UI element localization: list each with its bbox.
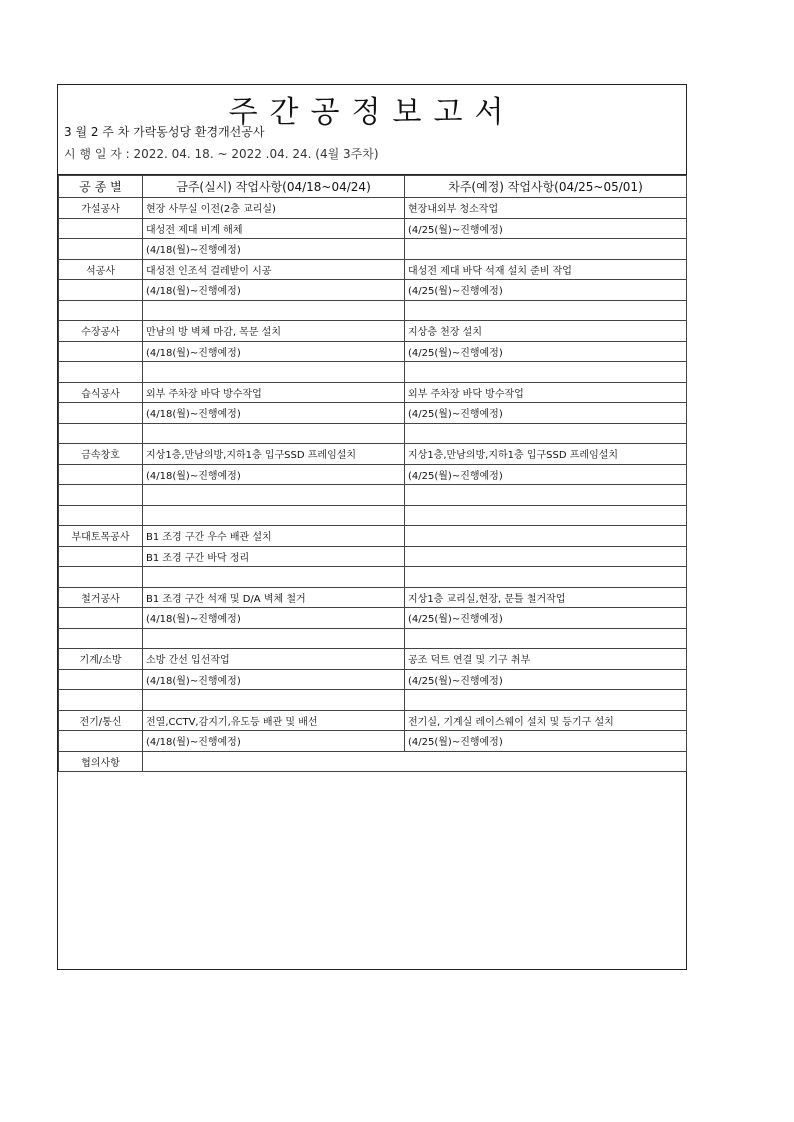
row-this-week: B1 조경 구간 우수 배관 설치 [143, 526, 405, 547]
row-category [59, 300, 143, 321]
table-row [59, 526, 687, 547]
table-row [59, 464, 687, 485]
row-this-week: (4/18(월)~진행예정) [143, 341, 405, 362]
row-this-week [143, 505, 405, 526]
row-next-week [405, 690, 687, 711]
row-this-week [143, 300, 405, 321]
table-row [59, 710, 687, 731]
table-row [59, 546, 687, 567]
row-next-week: (4/25(월)~진행예정) [405, 464, 687, 485]
table-header-row [59, 176, 687, 198]
table-row [59, 587, 687, 608]
row-category [59, 690, 143, 711]
notes-label: 협의사항 [59, 751, 143, 772]
notes-content [143, 751, 687, 772]
table-row [59, 485, 687, 506]
row-category [59, 403, 143, 424]
row-category: 금속창호 [59, 444, 143, 465]
row-this-week: (4/18(월)~진행예정) [143, 280, 405, 301]
report-sheet [57, 84, 687, 970]
row-category: 부대토목공사 [59, 526, 143, 547]
row-this-week: (4/18(월)~진행예정) [143, 239, 405, 260]
table-row [59, 403, 687, 424]
row-this-week: (4/18(월)~진행예정) [143, 731, 405, 752]
row-category [59, 731, 143, 752]
row-category [59, 485, 143, 506]
row-category: 수장공사 [59, 321, 143, 342]
row-next-week [405, 628, 687, 649]
table-row [59, 423, 687, 444]
table-row [59, 300, 687, 321]
row-category [59, 218, 143, 239]
row-this-week: (4/18(월)~진행예정) [143, 669, 405, 690]
row-category [59, 628, 143, 649]
row-next-week [405, 239, 687, 260]
row-category [59, 546, 143, 567]
row-next-week: 대성전 제대 바닥 석재 설치 준비 작업 [405, 259, 687, 280]
row-category [59, 608, 143, 629]
header-this-week: 금주(실시) 작업사항(04/18~04/24) [143, 176, 405, 198]
table-row [59, 608, 687, 629]
row-this-week: 현장 사무실 이전(2층 교리실) [143, 198, 405, 219]
row-next-week: (4/25(월)~진행예정) [405, 341, 687, 362]
row-next-week [405, 505, 687, 526]
row-next-week: (4/25(월)~진행예정) [405, 280, 687, 301]
row-this-week [143, 628, 405, 649]
row-category [59, 669, 143, 690]
row-next-week: 공조 덕트 연결 및 기구 취부 [405, 649, 687, 670]
row-next-week: (4/25(월)~진행예정) [405, 669, 687, 690]
report-title: 주간공정보고서 [228, 95, 516, 130]
notes-row [59, 751, 687, 772]
row-next-week: 전기실, 기계실 레이스웨이 설치 및 등기구 설치 [405, 710, 687, 731]
row-category: 습식공사 [59, 382, 143, 403]
row-this-week: 소방 간선 입선작업 [143, 649, 405, 670]
row-category [59, 567, 143, 588]
table-row [59, 321, 687, 342]
row-this-week: 지상1층,만남의방,지하1층 입구SSD 프레임설치 [143, 444, 405, 465]
row-this-week: (4/18(월)~진행예정) [143, 464, 405, 485]
row-next-week: (4/25(월)~진행예정) [405, 403, 687, 424]
row-this-week: B1 조경 구간 바닥 정리 [143, 546, 405, 567]
row-next-week [405, 526, 687, 547]
execution-period: 시 행 일 자 : 2022. 04. 18. ~ 2022 .04. 24. (4월 3주차) [64, 147, 379, 161]
project-subtitle: 3 월 2 주 차 가락동성당 환경개선공사 [64, 125, 265, 139]
row-next-week: 지상1층,만남의방,지하1층 입구SSD 프레임설치 [405, 444, 687, 465]
schedule-rows [59, 198, 687, 752]
row-category [59, 239, 143, 260]
table-row [59, 690, 687, 711]
row-next-week: 현장내외부 청소작업 [405, 198, 687, 219]
row-category: 철거공사 [59, 587, 143, 608]
row-next-week: 지상1층 교리실,현장, 문틀 철거작업 [405, 587, 687, 608]
row-next-week [405, 485, 687, 506]
report-header [58, 85, 686, 175]
row-this-week: (4/18(월)~진행예정) [143, 608, 405, 629]
table-row [59, 567, 687, 588]
row-next-week [405, 362, 687, 383]
table-row [59, 382, 687, 403]
row-this-week [143, 690, 405, 711]
row-this-week: 대성전 제대 비계 해체 [143, 218, 405, 239]
work-schedule-table [58, 175, 687, 772]
row-category: 기계/소방 [59, 649, 143, 670]
row-this-week: 만남의 방 벽체 마감, 목문 설치 [143, 321, 405, 342]
row-category [59, 341, 143, 362]
row-next-week: (4/25(월)~진행예정) [405, 731, 687, 752]
table-row [59, 628, 687, 649]
header-category: 공 종 별 [59, 176, 143, 198]
table-row [59, 362, 687, 383]
table-row [59, 198, 687, 219]
row-this-week [143, 567, 405, 588]
row-next-week: (4/25(월)~진행예정) [405, 608, 687, 629]
table-row [59, 731, 687, 752]
row-category: 석공사 [59, 259, 143, 280]
table-row [59, 649, 687, 670]
row-this-week [143, 423, 405, 444]
row-this-week: 전열,CCTV,감지기,유도등 배관 및 배선 [143, 710, 405, 731]
table-row [59, 341, 687, 362]
row-next-week [405, 300, 687, 321]
row-next-week: 외부 주차장 바닥 방수작업 [405, 382, 687, 403]
row-next-week: (4/25(월)~진행예정) [405, 218, 687, 239]
table-row [59, 280, 687, 301]
row-next-week [405, 423, 687, 444]
row-category: 가설공사 [59, 198, 143, 219]
row-next-week: 지상층 천장 설치 [405, 321, 687, 342]
row-next-week [405, 546, 687, 567]
table-row [59, 239, 687, 260]
table-row [59, 444, 687, 465]
table-row [59, 669, 687, 690]
row-category: 전기/통신 [59, 710, 143, 731]
table-row [59, 218, 687, 239]
row-this-week [143, 485, 405, 506]
row-this-week: 대성전 인조석 걸레받이 시공 [143, 259, 405, 280]
row-category [59, 362, 143, 383]
row-this-week: 외부 주차장 바닥 방수작업 [143, 382, 405, 403]
row-category [59, 464, 143, 485]
row-category [59, 423, 143, 444]
table-row [59, 505, 687, 526]
row-next-week [405, 567, 687, 588]
header-next-week: 차주(예정) 작업사항(04/25~05/01) [405, 176, 687, 198]
table-row [59, 259, 687, 280]
row-category [59, 280, 143, 301]
row-category [59, 505, 143, 526]
row-this-week: (4/18(월)~진행예정) [143, 403, 405, 424]
row-this-week [143, 362, 405, 383]
row-this-week: B1 조경 구간 석재 및 D/A 벽체 철거 [143, 587, 405, 608]
